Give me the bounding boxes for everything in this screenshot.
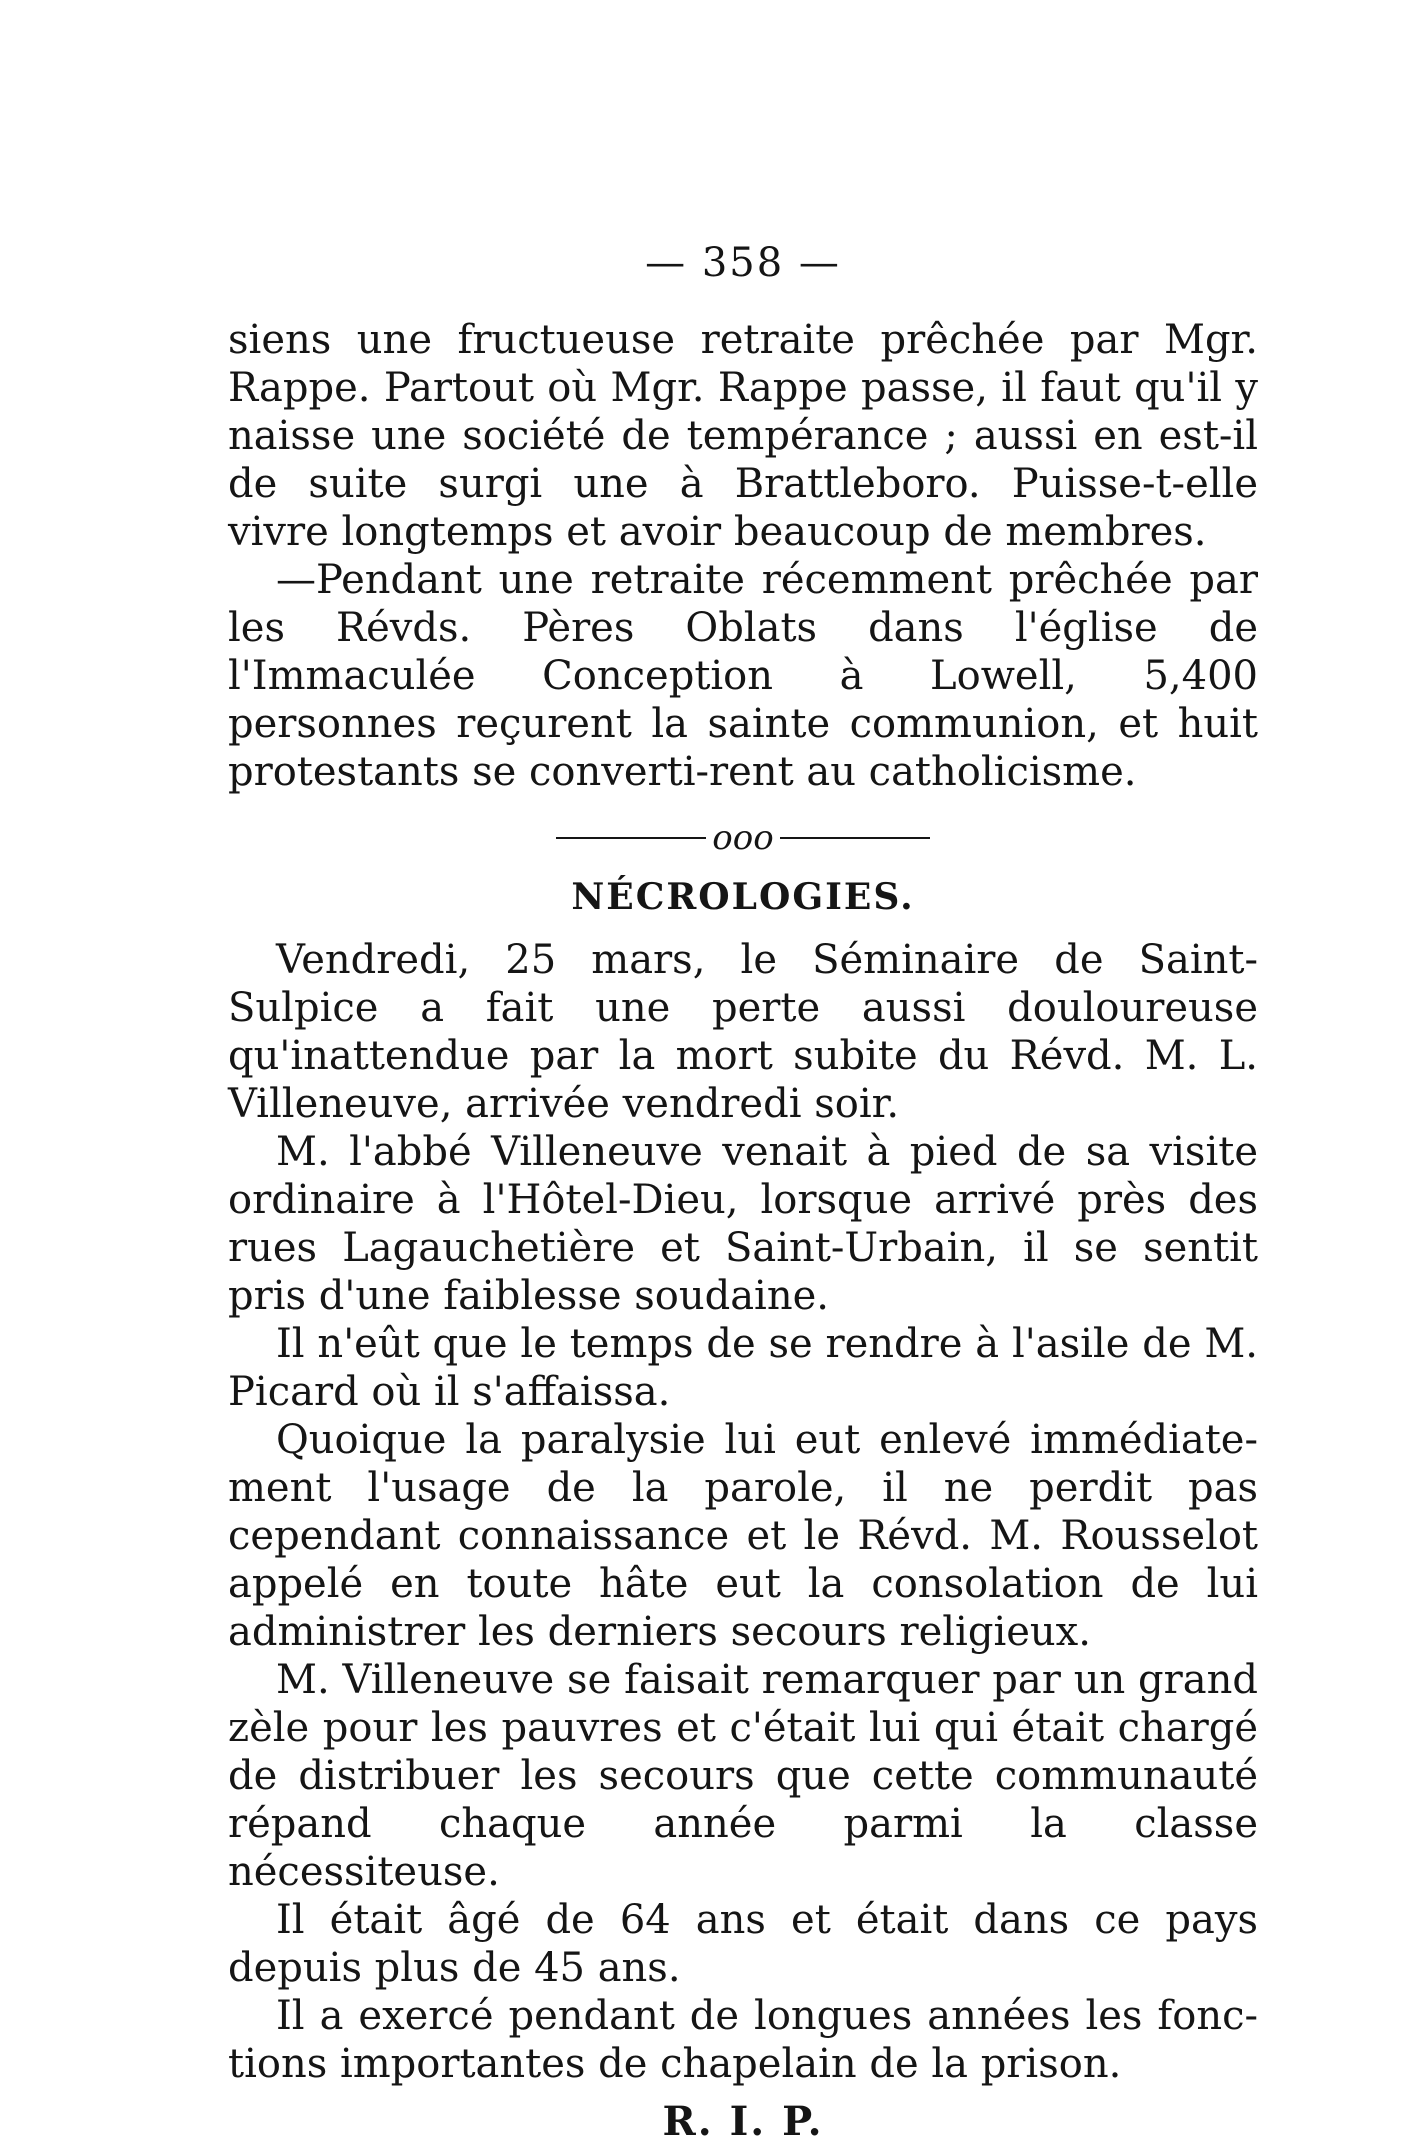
separator-rule-right bbox=[780, 837, 930, 839]
separator-rule-left bbox=[556, 837, 706, 839]
book-page bbox=[228, 240, 1258, 2145]
paragraph-charity: M. Villeneuve se faisait remarquer par un grand zèle pour les pauvres et c'était lui qui était chargé de distribuer les secours que cette communauté répand chaque année parmi la classe nécessiteuse. bbox=[228, 1657, 1258, 1895]
closing-rip: R. I. P. bbox=[662, 2098, 824, 2145]
paragraph-age: Il était âgé de 64 ans et était dans ce pays depuis plus de 45 ans. bbox=[228, 1897, 1258, 1991]
paragraph-chaplain: Il a exercé pendant de longues années les fonc-tions importantes de chapelain de la prison. bbox=[228, 1993, 1258, 2087]
paragraph-last-rites: Quoique la paralysie lui eut enlevé immédiate-ment l'usage de la parole, il ne perdit pas cependant connaissance et le Révd. M. Rousselot appelé en toute hâte eut la consolation de lui administrer les derniers secours religieux. bbox=[228, 1417, 1258, 1655]
section-heading: NÉCROLOGIES. bbox=[571, 876, 915, 918]
page-number: — 358 — bbox=[645, 240, 841, 286]
paragraph-announcement: Vendredi, 25 mars, le Séminaire de Saint-Sulpice a fait une perte aussi douloureuse qu'inattendue par la mort subite du Révd. M. L. Villeneuve, arrivée vendredi soir. bbox=[228, 937, 1258, 1127]
paragraph-temperance: siens une fructueuse retraite prêchée par Mgr. Rappe. Partout où Mgr. Rappe passe, il faut qu'il y naisse une société de tempérance ; aussi en est-il de suite surgi une à Brattleboro. Puisse-t-elle vivre longtemps et avoir beaucoup de membres. bbox=[228, 317, 1258, 555]
paragraph-lowell-retreat: —Pendant une retraite récemment prêchée par les Révds. Pères Oblats dans l'église de l'Immaculée Conception à Lowell, 5,400 personnes reçurent la sainte communion, et huit protestants se converti-rent au catholicisme. bbox=[228, 557, 1258, 795]
paragraph-circumstances: M. l'abbé Villeneuve venait à pied de sa visite ordinaire à l'Hôtel-Dieu, lorsque arrivé près des rues Lagauchetière et Saint-Urbain, il se sentit pris d'une faiblesse soudaine. bbox=[228, 1129, 1258, 1319]
paragraph-asile: Il n'eût que le temps de se rendre à l'asile de M. Picard où il s'affaissa. bbox=[228, 1321, 1258, 1415]
section-separator bbox=[228, 818, 1258, 858]
separator-label: ooo bbox=[712, 818, 774, 858]
